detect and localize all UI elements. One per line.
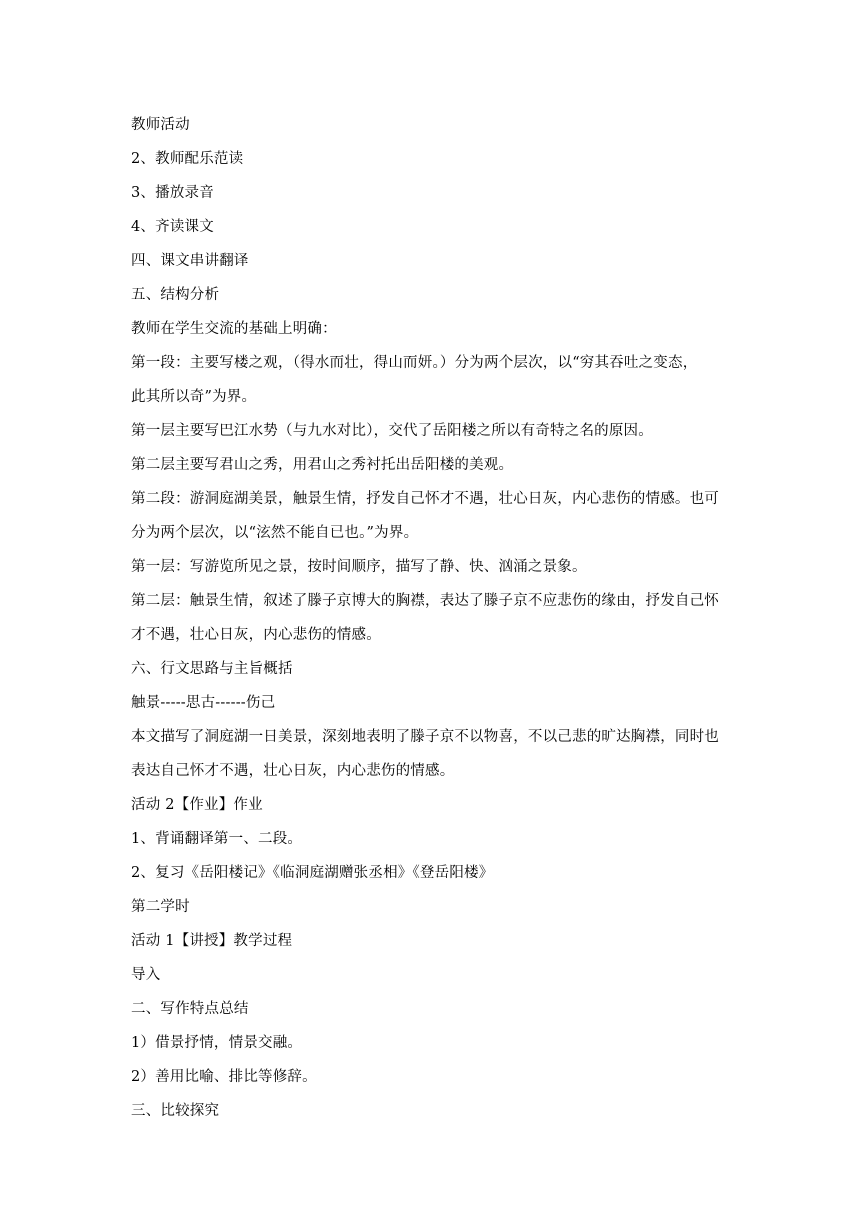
- text-line: 本文描写了洞庭湖一日美景，深刻地表明了滕子京不以物喜，不以己悲的旷达胸襟，同时也: [131, 729, 719, 745]
- text-line: 第一层：写游览所见之景，按时间顺序，描写了静、快、汹涌之景象。: [131, 559, 587, 575]
- text-line: 第二层：触景生情，叙述了滕子京博大的胸襟，表达了滕子京不应悲伤的缘由，抒发自己怀: [131, 593, 719, 609]
- section-heading: 四、课文串讲翻译: [131, 253, 249, 269]
- section-heading: 二、写作特点总结: [131, 1001, 249, 1017]
- text-line: 教师活动: [131, 117, 190, 133]
- text-line: 才不遇，壮心日灰，内心悲伤的情感。: [131, 627, 381, 643]
- section-heading: 第二学时: [131, 899, 190, 915]
- text-line: 2）善用比喻、排比等修辞。: [131, 1069, 317, 1085]
- text-line: 教师在学生交流的基础上明确：: [131, 321, 337, 337]
- text-line: 第一段：主要写楼之观，（得水而壮，得山而妍。）分为两个层次，以“穷其吞吐之变态，: [131, 355, 698, 371]
- text-line: 第二段：游洞庭湖美景，触景生情，抒发自己怀才不遇，壮心日灰，内心悲伤的情感。也可: [131, 491, 719, 507]
- text-line: 3、播放录音: [131, 185, 214, 201]
- section-heading: 六、行文思路与主旨概括: [131, 661, 293, 677]
- activity-heading: 活动 2【作业】作业: [131, 797, 263, 813]
- section-heading: 五、结构分析: [131, 287, 220, 303]
- text-line: 1）借景抒情，情景交融。: [131, 1035, 303, 1051]
- text-line: 第一层主要写巴江水势（与九水对比），交代了岳阳楼之所以有奇特之名的原因。: [131, 423, 653, 439]
- text-line: 1、背诵翻译第一、二段。: [131, 831, 303, 847]
- text-line: 4、齐读课文: [131, 219, 214, 235]
- document-body: [131, 108, 731, 1128]
- text-line: 2、教师配乐范读: [131, 151, 244, 167]
- section-heading: 三、比较探究: [131, 1103, 220, 1119]
- activity-heading: 活动 1【讲授】教学过程: [131, 933, 293, 949]
- text-line: 导入: [131, 967, 161, 983]
- text-line: 表达自己怀才不遇，壮心日灰，内心悲伤的情感。: [131, 763, 455, 779]
- text-line: 此其所以奇”为界。: [131, 389, 257, 405]
- text-line: 2、复习《岳阳楼记》《临洞庭湖赠张丞相》《登岳阳楼》: [131, 865, 494, 881]
- text-line: 第二层主要写君山之秀，用君山之秀衬托出岳阳楼的美观。: [131, 457, 514, 473]
- text-line: 分为两个层次，以“泫然不能自已也。”为界。: [131, 525, 419, 541]
- text-line: 触景-----思古------伤己: [131, 695, 276, 711]
